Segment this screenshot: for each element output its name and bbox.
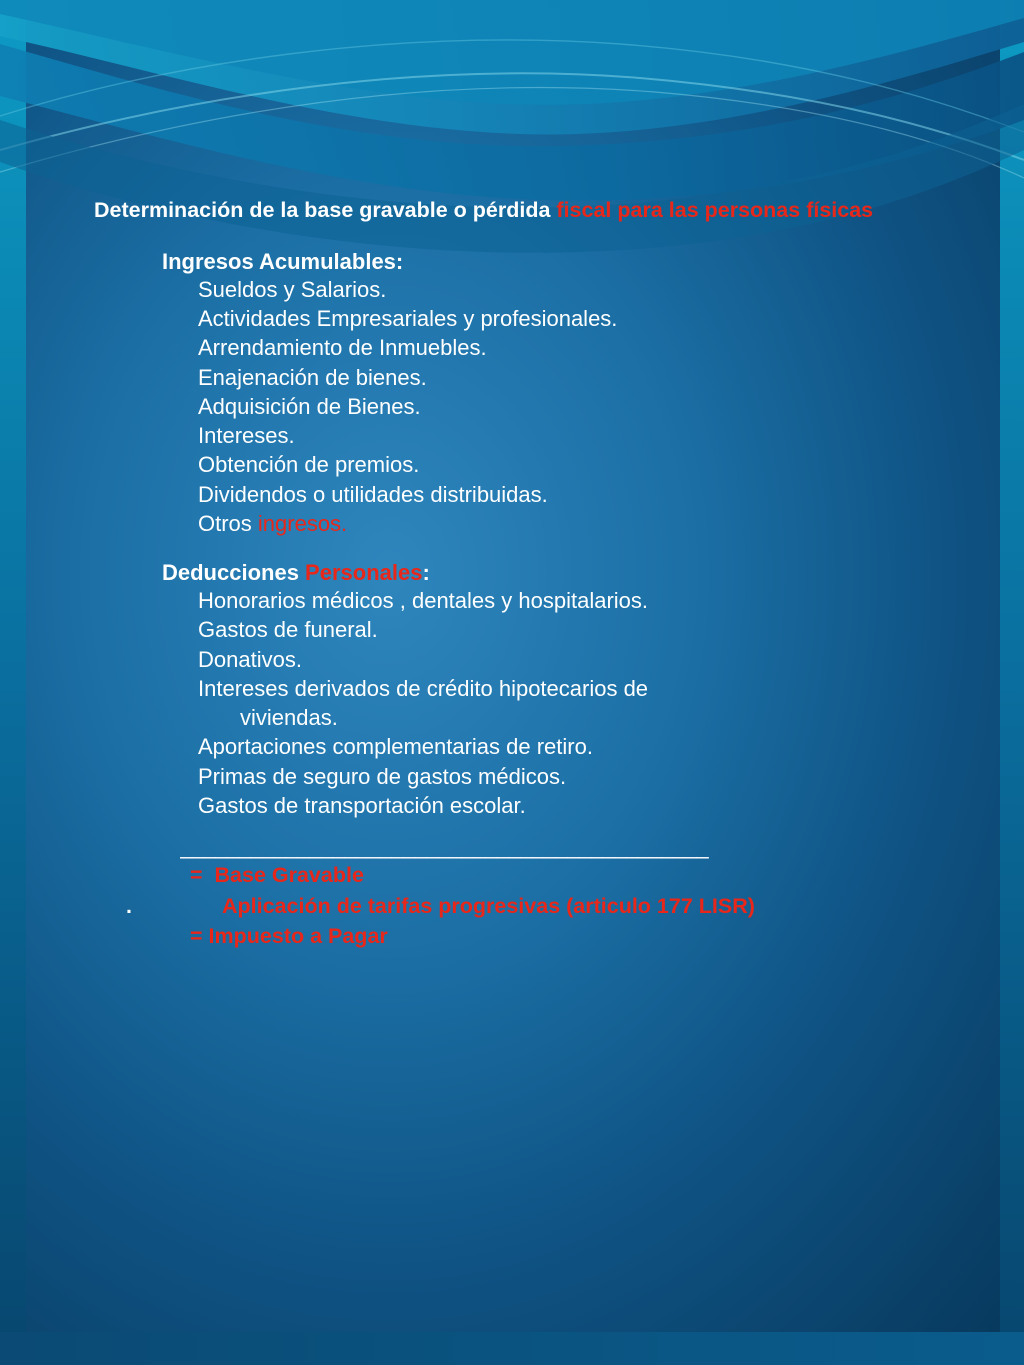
list-item: Adquisición de Bienes. xyxy=(198,393,421,419)
title-red: fiscal para las personas físicas xyxy=(556,198,874,222)
equals-sign: = xyxy=(190,924,203,949)
list-item: Gastos de funeral. xyxy=(198,617,378,643)
list-item: Primas de seguro de gastos médicos. xyxy=(198,763,567,789)
list-item: Dividendos o utilidades distribuidas. xyxy=(198,481,548,507)
stray-dot: . xyxy=(126,893,132,918)
list-item-wrapped xyxy=(198,674,964,733)
otros-white: Otros xyxy=(198,510,258,536)
deducciones-colon: : xyxy=(422,560,430,586)
title-white: Determinación de la base gravable o pérdida xyxy=(94,198,557,222)
section-heading-income: Ingresos Acumulables: xyxy=(162,248,404,274)
list-item: Intereses. xyxy=(198,423,295,449)
otros-red: ingresos. xyxy=(257,510,348,536)
impuesto-label: Impuesto a Pagar xyxy=(208,924,388,949)
list-item: Sueldos y Salarios. xyxy=(198,276,387,302)
list-item-otros xyxy=(198,509,964,538)
result-base-gravable xyxy=(190,860,964,891)
page-title xyxy=(94,196,964,225)
wrapped-line-1: Intereses derivados de crédito hipotecarios de xyxy=(198,675,649,701)
section-heading-deductions xyxy=(162,560,964,586)
list-item: Gastos de transportación escolar. xyxy=(198,792,526,818)
base-gravable-label: Base Gravable xyxy=(214,863,364,888)
result-tarifas xyxy=(126,891,964,922)
list-item: Donativos. xyxy=(198,646,302,672)
tarifas-label: Aplicación de tarifas progresivas (articulo 177 LISR) xyxy=(222,893,755,918)
list-item: Honorarios médicos , dentales y hospitalarios. xyxy=(198,588,649,614)
deducciones-white: Deducciones xyxy=(162,560,306,586)
result-impuesto xyxy=(190,921,964,952)
list-item: Aportaciones complementarias de retiro. xyxy=(198,734,593,760)
list-item: Actividades Empresariales y profesionales. xyxy=(198,306,618,332)
list-item: Enajenación de bienes. xyxy=(198,364,427,390)
list-item: Arrendamiento de Inmuebles. xyxy=(198,335,487,361)
wrapped-line-2: viviendas. xyxy=(240,705,338,731)
horizontal-divider: _____________________________________________ xyxy=(180,834,709,860)
equals-sign: = xyxy=(190,863,203,888)
list-item: Obtención de premios. xyxy=(198,452,420,478)
deducciones-red: Personales xyxy=(305,560,423,586)
